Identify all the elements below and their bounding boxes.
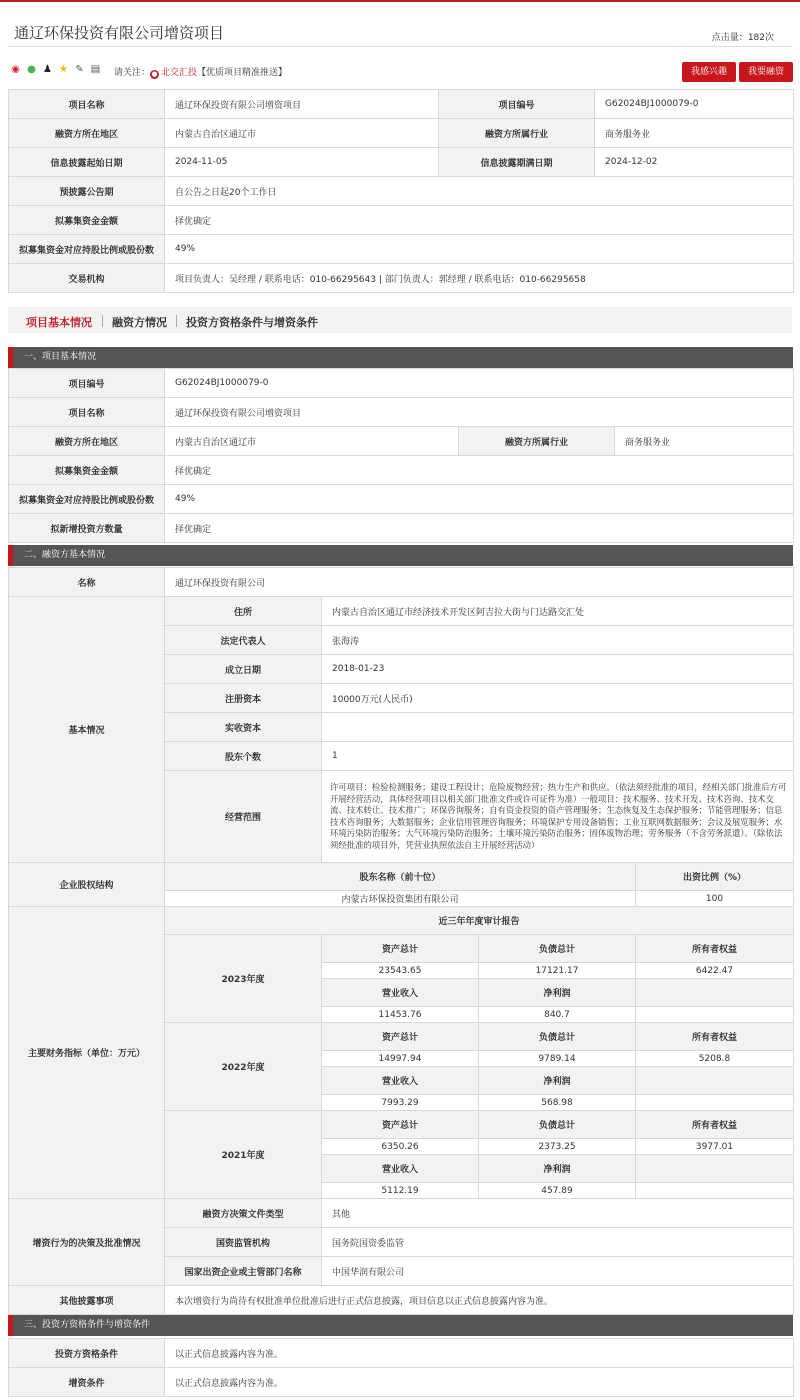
supervisor-label: 国资监管机构: [165, 1228, 322, 1257]
paid-capital: [322, 713, 794, 742]
investor-conditions-table: [8, 1338, 794, 1397]
equity-ratio: 100: [636, 891, 794, 907]
empty-cell: [636, 1183, 794, 1199]
section-title: 三、投资方资格条件与增资条件: [24, 1320, 151, 1330]
section-header-financier: [8, 545, 793, 566]
supervisor: 国务院国资委监管: [322, 1228, 794, 1257]
follow-text: [114, 65, 287, 79]
decision-label: 增资行为的决策及批准情况: [9, 1199, 165, 1286]
revenue-value: 5112.19: [322, 1183, 479, 1199]
tab-separator: [102, 315, 103, 327]
share-bar: [8, 58, 792, 82]
investor-qualification-label: 投资方资格条件: [9, 1339, 165, 1368]
registered-capital-label: 注册资本: [165, 684, 322, 713]
revenue-value: 7993.29: [322, 1095, 479, 1111]
follow-suffix: 【优质项目精准推送】: [197, 68, 288, 78]
wechat-icon[interactable]: ●: [27, 64, 36, 75]
finance-label: 主要财务指标（单位：万元）: [9, 907, 165, 1199]
tab-financier[interactable]: 融资方情况: [112, 316, 167, 329]
project-name: 通辽环保投资有限公司增资项目: [165, 398, 794, 427]
col-liabilities: 负债总计: [479, 1023, 636, 1051]
legal-rep: 张海涛: [322, 626, 794, 655]
other-disclosure: 本次增资行为尚待有权批准单位批准后进行正式信息披露，项目信息以正式信息披露内容为准。: [165, 1286, 794, 1315]
equity-holder: 内蒙古环保投资集团有限公司: [165, 891, 636, 907]
empty-cell: [636, 1095, 794, 1111]
section-title: 一、项目基本情况: [24, 352, 97, 362]
financier-name-label: 名称: [9, 568, 165, 597]
summary-pre-label: 预披露公告期: [9, 177, 165, 206]
project-industry-label: 融资方所属行业: [459, 427, 615, 456]
registered-capital: 10000万元(人民币): [322, 684, 794, 713]
col-equity: 所有者权益: [636, 935, 794, 963]
col-revenue: 营业收入: [322, 1155, 479, 1183]
year-label: 2021年度: [165, 1111, 322, 1199]
project-basic-table: [8, 368, 794, 543]
shareholders-label: 股东个数: [165, 742, 322, 771]
section-tabs: [8, 307, 792, 333]
liabilities-value: 2373.25: [479, 1139, 636, 1155]
section-title: 二、融资方基本情况: [24, 550, 106, 560]
tab-project-basic[interactable]: 项目基本情况: [26, 316, 92, 329]
business-scope: 许可项目：检验检测服务；建设工程设计；危险废物经营；热力生产和供应。（依法须经批准的项目，经相关部门批准后方可开展经营活动，具体经营项目以相关部门批准文件或许可证件为准）一般项目：技术服务、技术开发、技术咨询、技术交流、技术转让、技术推广；环保咨询服务；自有资金投资的资产管理服务；生态恢复及生态保护服务；节能管理服务；信息技术咨询服务；大数据服务；企业信用管理咨询服务；环境保护专用设备销售；工业互联网数据服务；会议及展览服务；水环境污染防治服务；大气环境污染防治服务；土壤环境污染防治服务；固体废物治理；劳务服务（不含劳务派遣）。（除依法须经批准的项目外，凭营业执照依法自主开展经营活动）: [322, 771, 794, 863]
decision-type: 其他: [322, 1199, 794, 1228]
profit-value: 840.7: [479, 1007, 636, 1023]
page-title: 通辽环保投资有限公司增资项目: [14, 24, 225, 42]
click-count: [712, 30, 774, 43]
section-header-project: [8, 347, 793, 368]
col-liabilities: 负债总计: [479, 1111, 636, 1139]
assets-value: 6350.26: [322, 1139, 479, 1155]
financier-table: [8, 567, 794, 1315]
col-assets: 资产总计: [322, 1023, 479, 1051]
follow-brand-link[interactable]: 北交汇投: [161, 68, 198, 78]
empty-cell: [636, 1067, 794, 1095]
click-count-label: 点击量：: [711, 33, 748, 43]
summary-amount: 择优确定: [165, 206, 794, 235]
section-accent: [8, 1315, 13, 1336]
year-label: 2023年度: [165, 935, 322, 1023]
page-header: [0, 0, 800, 46]
col-assets: 资产总计: [322, 935, 479, 963]
share-icons: [10, 64, 101, 75]
col-revenue: 营业收入: [322, 1067, 479, 1095]
project-name-label: 项目名称: [9, 398, 165, 427]
equity-value: 3977.01: [636, 1139, 794, 1155]
section-accent: [8, 545, 13, 566]
audit-title: 近三年年度审计报告: [165, 907, 794, 935]
address-label: 住所: [165, 597, 322, 626]
summary-end-label: 信息披露期满日期: [439, 148, 595, 177]
project-amount: 择优确定: [165, 456, 794, 485]
project-region: 内蒙古自治区通辽市: [165, 427, 459, 456]
summary-agency: 项目负责人：吴经理 / 联系电话：010-66295643 | 部门负责人：郭经理 / 联系电话：010-66295658: [165, 264, 794, 293]
summary-start-date: 2024-11-05: [165, 148, 439, 177]
edit-icon[interactable]: ✎: [75, 64, 84, 75]
tab-investor-conditions[interactable]: 投资方资格条件与增资条件: [186, 316, 318, 329]
col-equity: 所有者权益: [636, 1111, 794, 1139]
capital-condition-label: 增资条件: [9, 1368, 165, 1397]
equity-value: 5208.8: [636, 1051, 794, 1067]
liabilities-value: 9789.14: [479, 1051, 636, 1067]
interest-button[interactable]: 我感兴趣: [682, 62, 736, 82]
legal-rep-label: 法定代表人: [165, 626, 322, 655]
project-new-investors: 择优确定: [165, 514, 794, 543]
parent-label: 国家出资企业或主管部门名称: [165, 1257, 322, 1286]
col-profit: 净利润: [479, 1067, 636, 1095]
empty-cell: [636, 1155, 794, 1183]
project-amount-label: 拟募集资金金额: [9, 456, 165, 485]
summary-region-label: 融资方所在地区: [9, 119, 165, 148]
summary-amount-label: 拟募集资金金额: [9, 206, 165, 235]
year-label: 2022年度: [165, 1023, 322, 1111]
equity-col-ratio: 出资比例（%）: [636, 863, 794, 891]
project-no-label: 项目编号: [9, 369, 165, 398]
qq-icon[interactable]: ♟: [43, 64, 52, 75]
summary-industry-label: 融资方所属行业: [439, 119, 595, 148]
capital-condition: 以正式信息披露内容为准。: [165, 1368, 794, 1397]
col-liabilities: 负债总计: [479, 935, 636, 963]
project-new-investors-label: 拟新增投资方数量: [9, 514, 165, 543]
section-accent: [8, 347, 13, 368]
print-icon[interactable]: ▤: [90, 64, 101, 75]
col-revenue: 营业收入: [322, 979, 479, 1007]
profit-value: 457.89: [479, 1183, 636, 1199]
follow-prefix: 请关注：: [114, 68, 151, 78]
weibo-icon[interactable]: ◉: [11, 64, 20, 75]
equity-structure-label: 企业股权结构: [9, 863, 165, 907]
tab-separator: [176, 315, 177, 327]
project-industry: 商务服务业: [615, 427, 794, 456]
assets-value: 14997.94: [322, 1051, 479, 1067]
summary-table: [8, 89, 794, 293]
summary-project-no: G62024BJ1000079-0: [595, 90, 794, 119]
financier-name: 通辽环保投资有限公司: [165, 568, 794, 597]
summary-ratio: 49%: [165, 235, 794, 264]
col-profit: 净利润: [479, 979, 636, 1007]
shareholders-count: 1: [322, 742, 794, 771]
summary-pre-period: 自公告之日起20个工作日: [165, 177, 794, 206]
col-assets: 资产总计: [322, 1111, 479, 1139]
summary-ratio-label: 拟募集资金对应持股比例或股份数: [9, 235, 165, 264]
other-disclosure-label: 其他披露事项: [9, 1286, 165, 1315]
investor-qualification: 以正式信息披露内容为准。: [165, 1339, 794, 1368]
revenue-value: 11453.76: [322, 1007, 479, 1023]
summary-agency-label: 交易机构: [9, 264, 165, 293]
founded-label: 成立日期: [165, 655, 322, 684]
col-profit: 净利润: [479, 1155, 636, 1183]
section-header-investor: [8, 1315, 793, 1336]
summary-project-name: 通辽环保投资有限公司增资项目: [165, 90, 439, 119]
paid-capital-label: 实收资本: [165, 713, 322, 742]
summary-project-name-label: 项目名称: [9, 90, 165, 119]
liabilities-value: 17121.17: [479, 963, 636, 979]
summary-start-label: 信息披露起始日期: [9, 148, 165, 177]
project-no: G62024BJ1000079-0: [165, 369, 794, 398]
empty-cell: [636, 979, 794, 1007]
equity-value: 6422.47: [636, 963, 794, 979]
project-ratio-label: 拟募集资金对应持股比例或股份数: [9, 485, 165, 514]
equity-col-holder: 股东名称（前十位）: [165, 863, 636, 891]
summary-industry: 商务服务业: [595, 119, 794, 148]
project-ratio: 49%: [165, 485, 794, 514]
summary-region: 内蒙古自治区通辽市: [165, 119, 439, 148]
col-equity: 所有者权益: [636, 1023, 794, 1051]
qzone-star-icon[interactable]: ★: [59, 64, 68, 75]
finance-button[interactable]: 我要融资: [739, 62, 793, 82]
click-count-value: 182次: [747, 33, 774, 43]
scope-label: 经营范围: [165, 771, 322, 863]
summary-project-no-label: 项目编号: [439, 90, 595, 119]
basic-info-label: 基本情况: [9, 597, 165, 863]
brand-logo-icon: ●: [151, 70, 158, 78]
founded-date: 2018-01-23: [322, 655, 794, 684]
decision-type-label: 融资方决策文件类型: [165, 1199, 322, 1228]
project-region-label: 融资方所在地区: [9, 427, 165, 456]
summary-end-date: 2024-12-02: [595, 148, 794, 177]
parent-enterprise: 中国华润有限公司: [322, 1257, 794, 1286]
empty-cell: [636, 1007, 794, 1023]
profit-value: 568.98: [479, 1095, 636, 1111]
address: 内蒙古自治区通辽市经济技术开发区阿吉拉大街与门达路交汇处: [322, 597, 794, 626]
header-divider: [8, 46, 792, 47]
assets-value: 23543.65: [322, 963, 479, 979]
